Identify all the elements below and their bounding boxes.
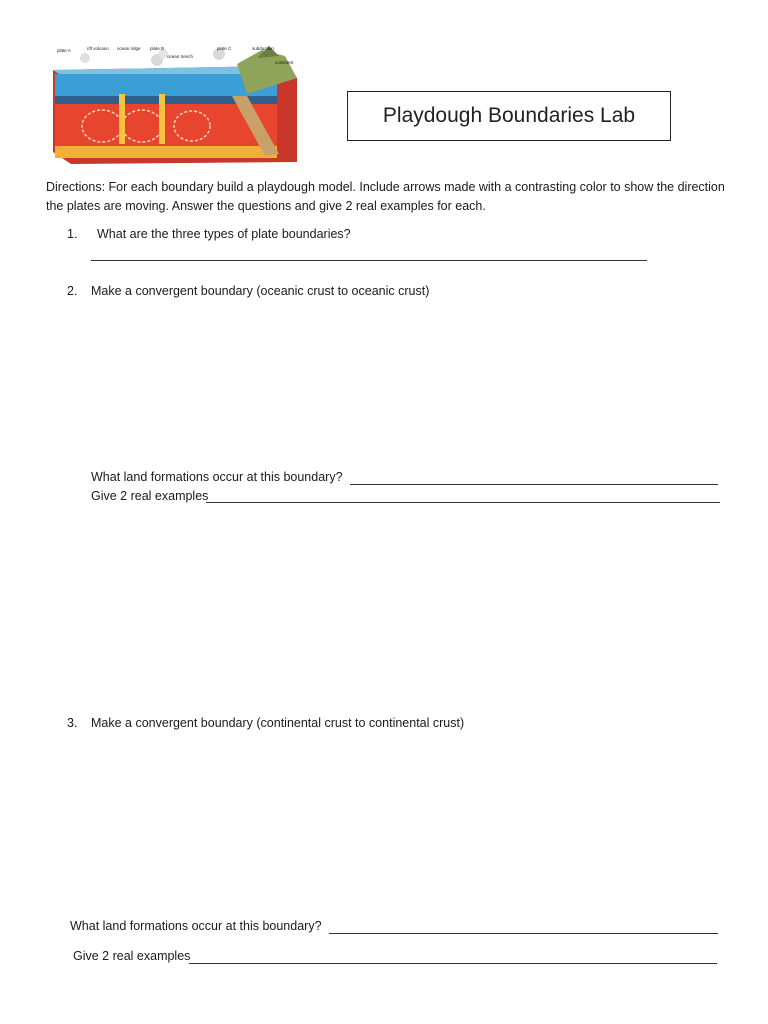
question-3-text: Make a convergent boundary (continental crust to continental crust): [91, 716, 465, 730]
magma-plume: [159, 94, 165, 144]
q2-examples-label: Give 2 real examples: [91, 489, 209, 503]
q3-examples-label: Give 2 real examples: [73, 949, 191, 963]
q2-land-formations-label: What land formations occur at this boundary?: [91, 470, 343, 484]
question-1-answer-line[interactable]: [91, 260, 647, 261]
q3-examples-answer-line[interactable]: [189, 963, 717, 964]
question-2-number: 2.: [67, 284, 78, 298]
plate-tectonics-diagram: [47, 44, 301, 166]
directions-text: Directions: For each boundary build a playdough model. Include arrows made with a contrasting color to show the direction the plates are moving. Answer the questions and give 2 real examples for each.: [46, 180, 725, 213]
question-2-text: Make a convergent boundary (oceanic crust to oceanic crust): [91, 284, 430, 298]
question-3-number: 3.: [67, 716, 78, 730]
outer-core-layer: [55, 146, 277, 158]
q2-land-formations-answer-line[interactable]: [350, 484, 718, 485]
diagram-label: ocean ridge: [117, 46, 141, 51]
q3-land-formations-answer-line[interactable]: [329, 933, 718, 934]
diagram-label: plate B: [150, 46, 165, 51]
q3-land-formations-label: What land formations occur at this boundary?: [70, 919, 322, 933]
diagram-label: plate C: [217, 46, 232, 51]
question-1-number: 1.: [67, 227, 78, 241]
diagram-label: continent: [275, 60, 294, 65]
diagram-label: rift volcano: [87, 46, 109, 51]
volcano-plume: [80, 53, 90, 63]
tectonics-illustration: [47, 44, 301, 166]
title-box: [347, 91, 671, 141]
page-title: Playdough Boundaries Lab: [382, 104, 636, 127]
diagram-label: ocean trench: [167, 54, 194, 59]
diagram-label: plate A: [57, 48, 71, 53]
magma-plume: [119, 94, 125, 144]
question-1-text: What are the three types of plate boundaries?: [97, 227, 351, 241]
diagram-label: subduction: [252, 46, 274, 51]
q2-examples-answer-line[interactable]: [206, 502, 720, 503]
